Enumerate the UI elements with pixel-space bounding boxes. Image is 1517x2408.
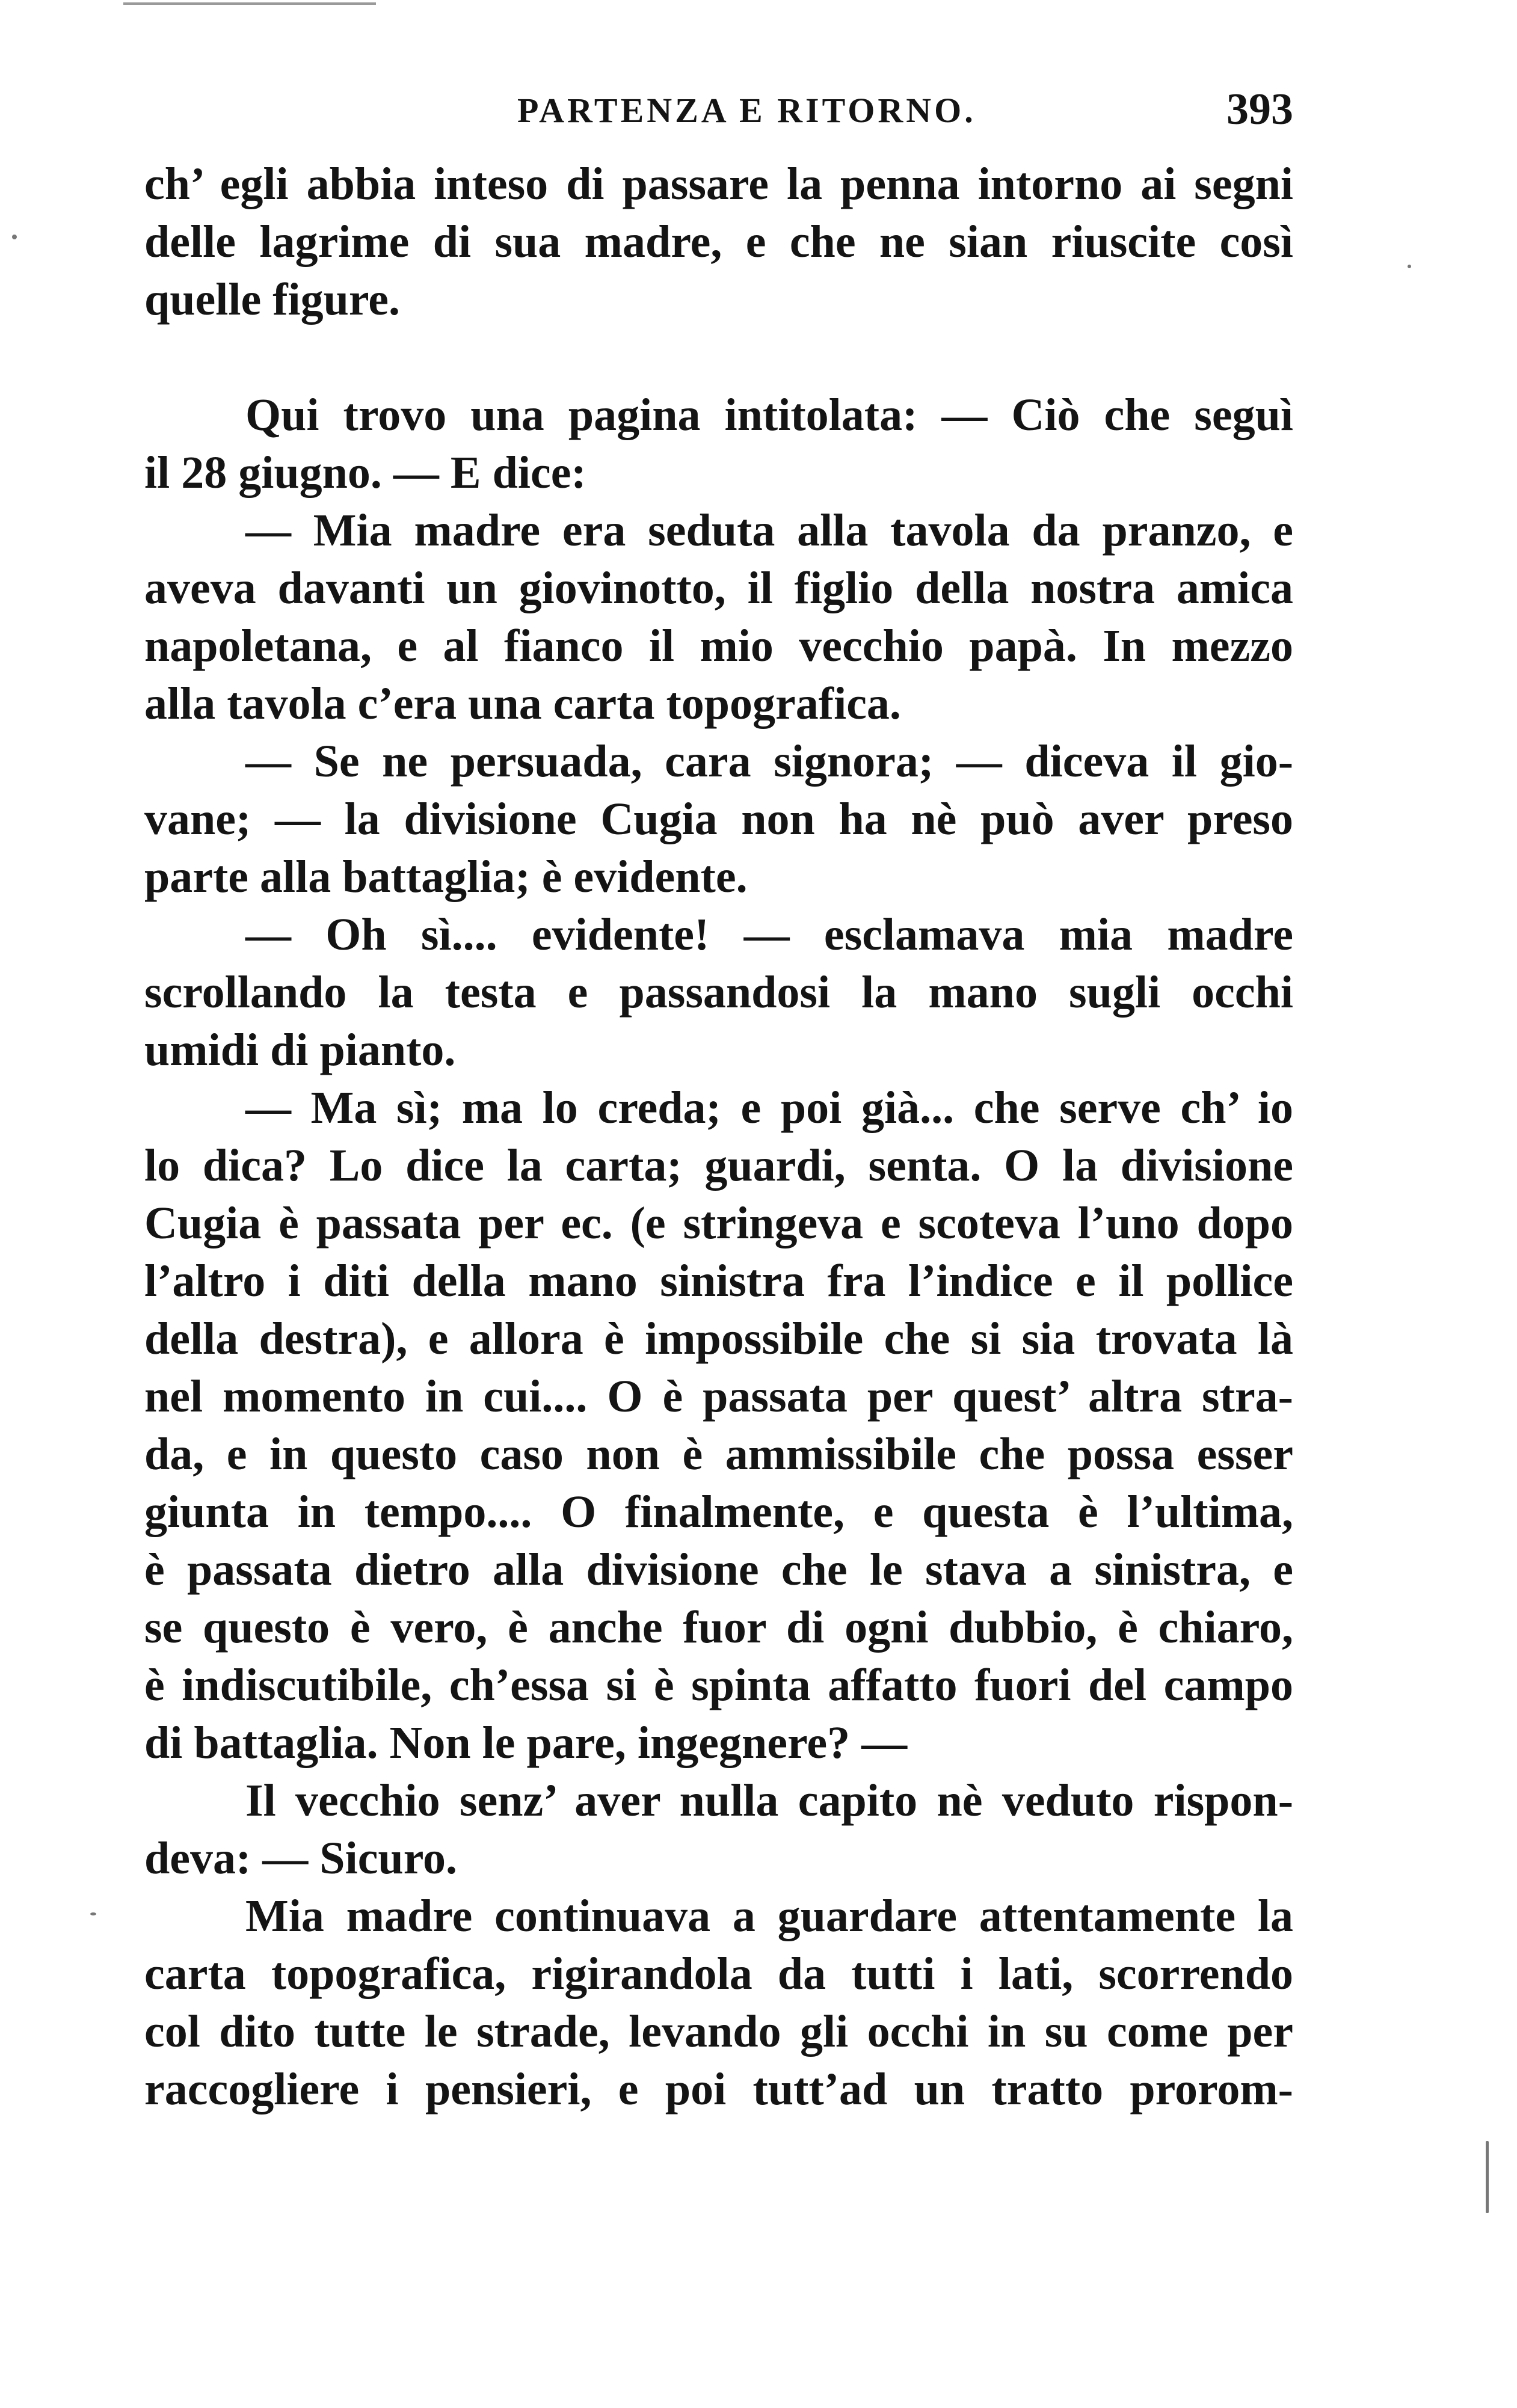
running-head: PARTENZA E RITORNO. [517,91,976,130]
paragraph [144,1772,1293,1887]
paragraph [144,733,1293,906]
text-line: è indiscutibile, ch’essa si è spinta affatto fuori del campo [144,1660,1293,1710]
text-line: aveva davanti un giovinotto, il figlio della nostra amica [144,563,1293,613]
top-edge-rule [123,2,376,5]
text-line: delle lagrime di sua madre, e che ne sian riuscite così [144,217,1293,267]
paragraph [144,1887,1293,2118]
scan-speck [1408,265,1411,268]
text-line: napoletana, e al fianco il mio vecchio papà. In mezzo [144,621,1293,671]
scan-speck [90,1912,96,1915]
text-line: l’altro i diti della mano sinistra fra l’indice e il pollice [144,1256,1293,1306]
text-line: scrollando la testa e passandosi la mano sugli occhi [144,967,1293,1018]
paragraph [144,155,1293,328]
page-number: 393 [1226,85,1293,134]
text-line: — Se ne persuada, cara signora; — diceva il gio- [245,736,1293,787]
paragraph [144,1079,1293,1772]
text-line: parte alla battaglia; è evidente. [144,852,748,902]
text-line: ch’ egli abbia inteso di passare la penna intorno ai segni [144,159,1293,209]
text-line: col dito tutte le strade, levando gli occhi in su come per [144,2006,1293,2057]
text-line: carta topografica, rigirandola da tutti i lati, scorrendo [144,1949,1293,1999]
paragraph [144,386,1293,502]
text-line: umidi di pianto. [144,1025,456,1075]
text-line: se questo è vero, è anche fuor di ogni dubbio, è chiaro, [144,1602,1293,1653]
text-line: — Mia madre era seduta alla tavola da pranzo, e [245,505,1293,556]
text-line: quelle figure. [144,274,401,325]
text-line: Il vecchio senz’ aver nulla capito nè veduto rispon- [245,1775,1293,1826]
scan-edge-mark [1486,2141,1489,2213]
text-line: Cugia è passata per ec. (e stringeva e scoteva l’uno dopo [144,1198,1293,1249]
page-header [144,84,1293,138]
text-line: vane; — la divisione Cugia non ha nè può aver preso [144,794,1293,844]
text-line: — Oh sì.... evidente! — esclamava mia madre [245,909,1293,960]
text-line: della destra), e allora è impossibile che si sia trovata là [144,1313,1293,1364]
text-line: raccogliere i pensieri, e poi tutt’ad un tratto prorom- [144,2064,1293,2115]
text-line: di battaglia. Non le pare, ingegnere? — [144,1718,908,1768]
scan-speck [12,235,17,239]
paragraph [144,502,1293,733]
text-line: lo dica? Lo dice la carta; guardi, senta. O la divisione [144,1140,1293,1191]
text-line: alla tavola c’era una carta topografica. [144,678,901,729]
text-line: da, e in questo caso non è ammissibile che possa esser [144,1429,1293,1479]
text-line: Mia madre continuava a guardare attentamente la [245,1891,1293,1941]
text-line: il 28 giugno. — E dice: [144,447,586,498]
body-text [144,155,1293,2118]
text-line: — Ma sì; ma lo creda; e poi già... che serve ch’ io [245,1083,1293,1133]
paragraph [144,906,1293,1079]
text-line: è passata dietro alla divisione che le stava a sinistra, e [144,1544,1293,1595]
text-line: deva: — Sicuro. [144,1833,458,1884]
text-line: giunta in tempo.... O finalmente, e questa è l’ultima, [144,1487,1293,1537]
text-line: nel momento in cui.... O è passata per quest’ altra stra- [144,1371,1293,1422]
text-line: Qui trovo una pagina intitolata: — Ciò che seguì [245,390,1293,440]
